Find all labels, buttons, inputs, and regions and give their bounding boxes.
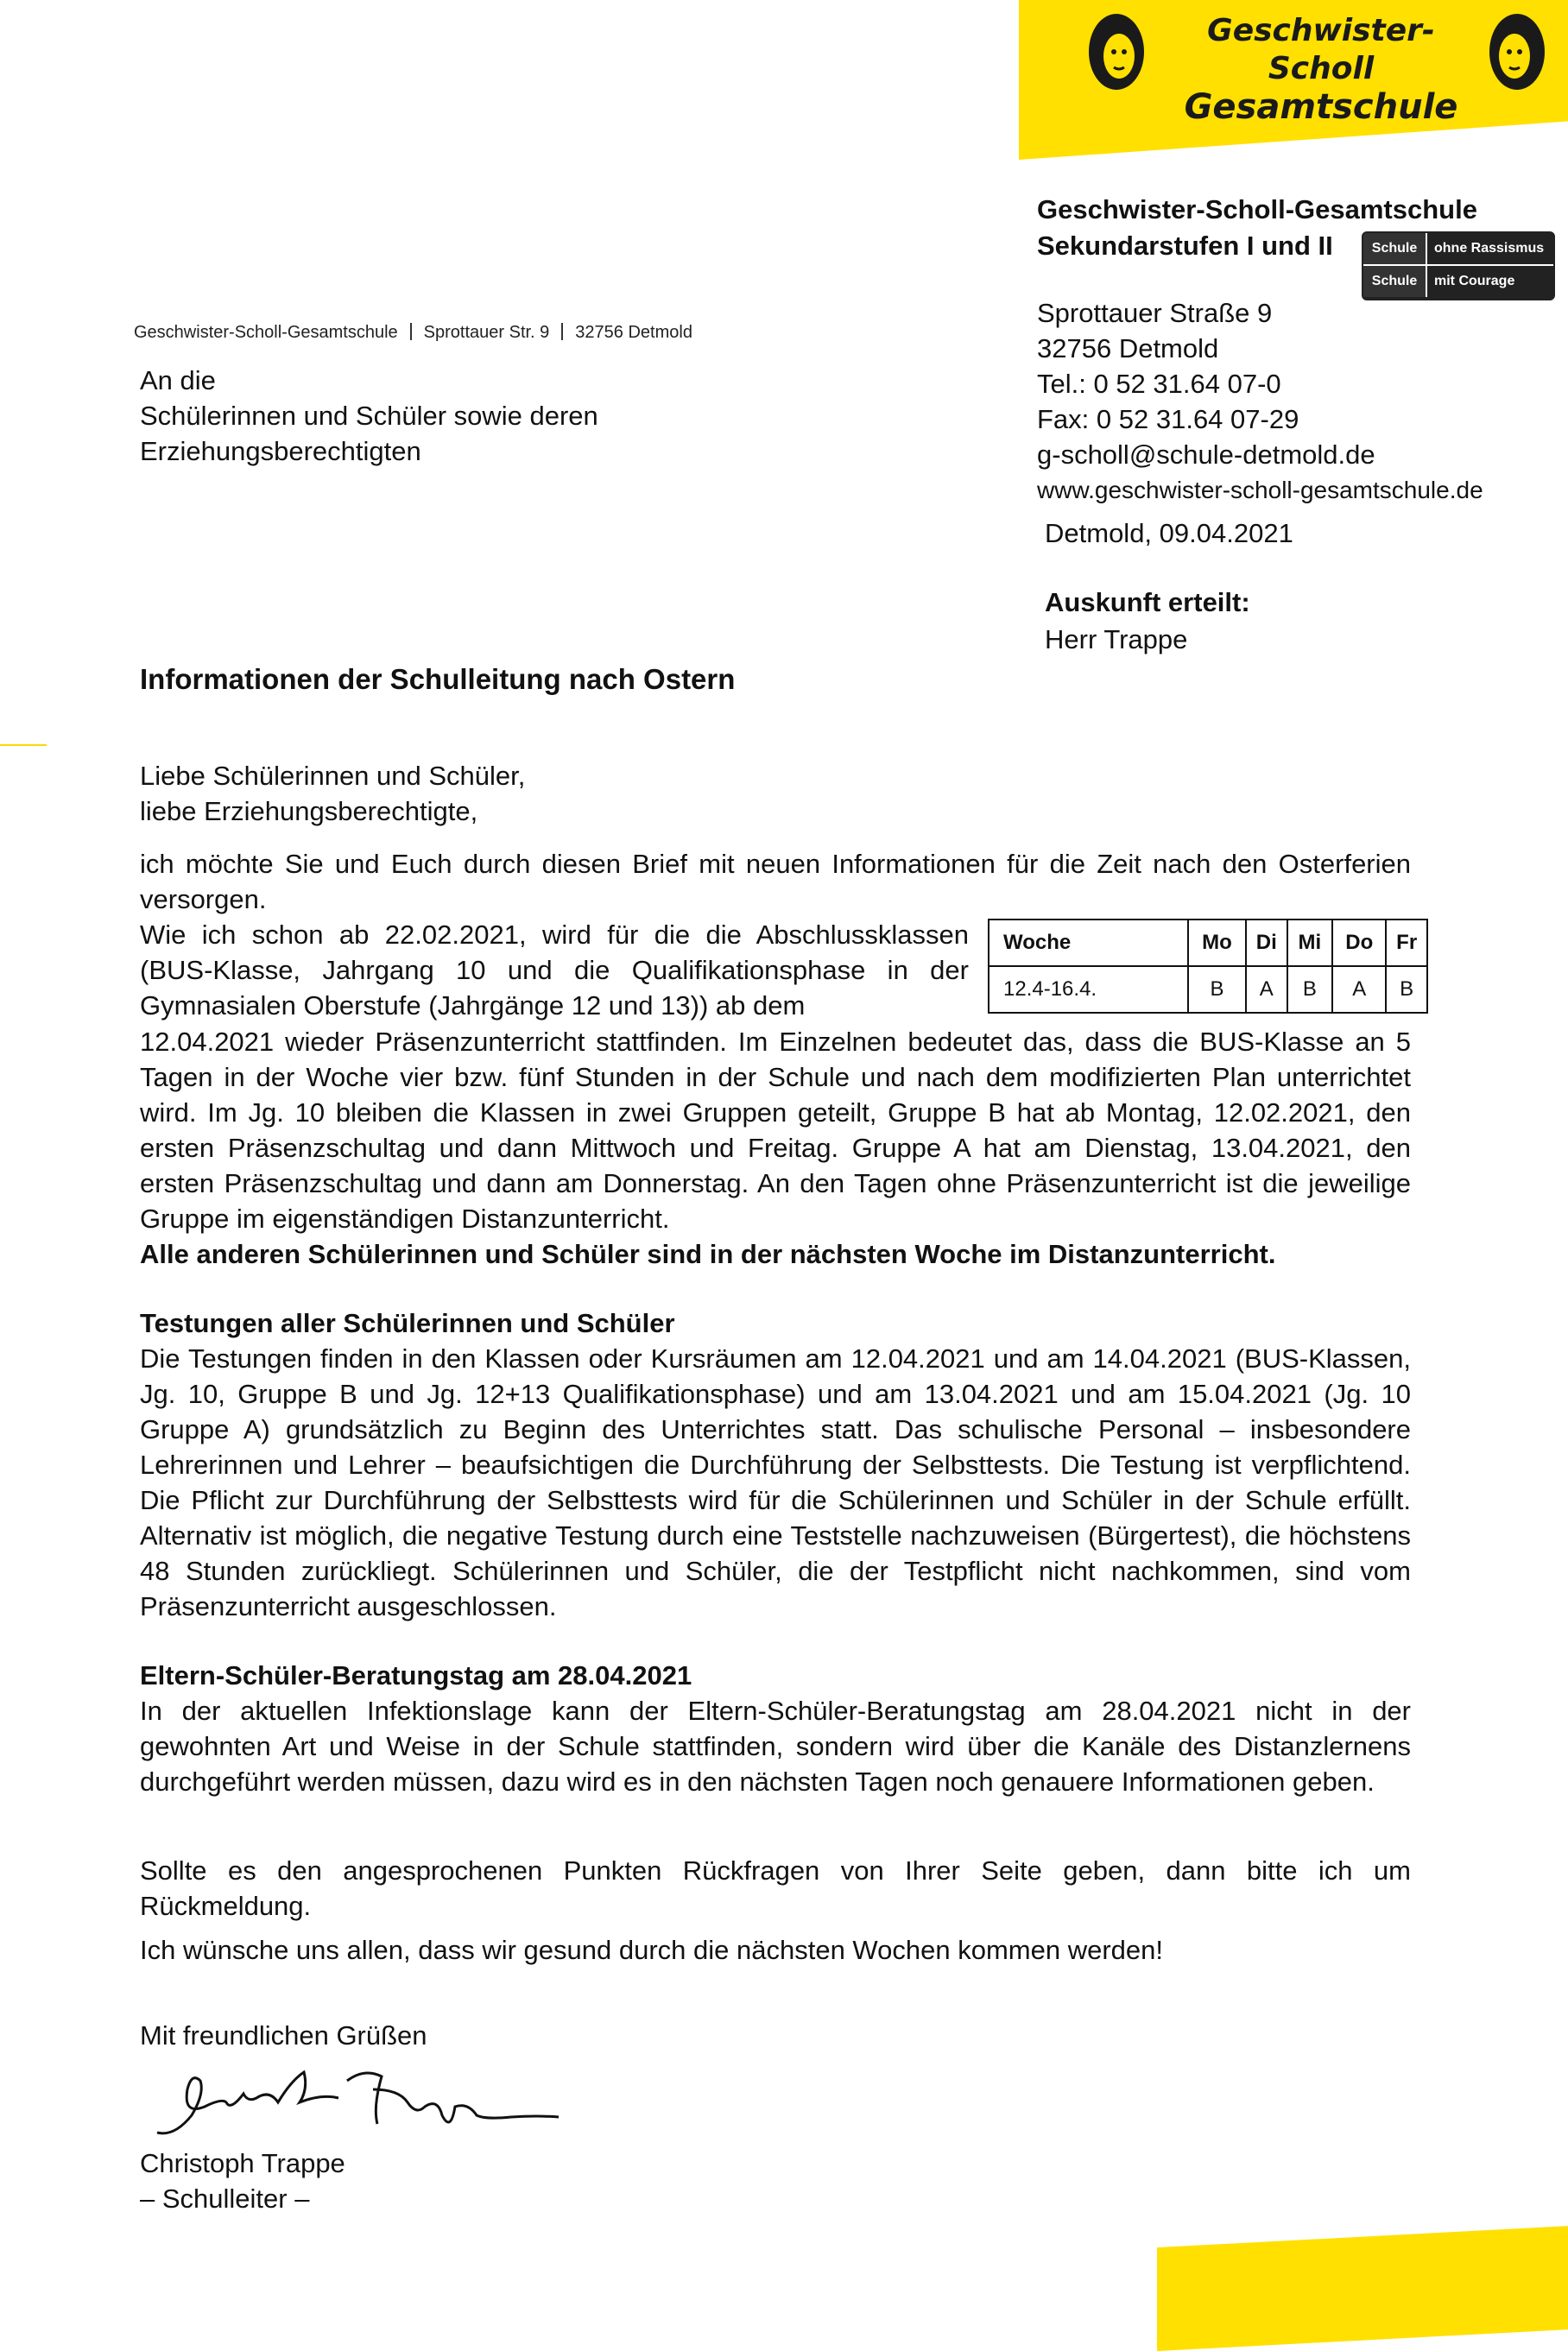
signer-name: Christoph Trappe xyxy=(140,2148,345,2178)
badge-row2-b: mit Courage xyxy=(1434,274,1515,288)
contact-name: Herr Trappe xyxy=(1045,624,1188,654)
address-web: www.geschwister-scholl-gesamtschule.de xyxy=(1037,477,1483,503)
signer-block xyxy=(140,2146,345,2216)
intro-text: ich möchte Sie und Euch durch diesen Brief mit neuen Informationen für die Zeit nach den Osterferien versorgen. xyxy=(140,849,1411,914)
schedule-cell: B xyxy=(1386,966,1427,1013)
questions-paragraph xyxy=(140,1853,1411,1924)
questions-text: Sollte es den angesprochenen Punkten Rückfragen von Ihrer Seite geben, dann bitte ich um Rückmeldung. xyxy=(140,1855,1411,1921)
testing-heading: Testungen aller Schülerinnen und Schüler xyxy=(140,1308,675,1338)
footer-yellow-banner xyxy=(1157,2225,1568,2351)
wish-text: Ich wünsche uns allen, dass wir gesund durch die nächsten Wochen kommen werden! xyxy=(140,1935,1163,1965)
sender-name: Geschwister-Scholl-Gesamtschule xyxy=(134,323,398,342)
recipient-line-1: An die xyxy=(140,365,216,395)
badge-row1-b: ohne Rassismus xyxy=(1434,241,1545,256)
sender-street: Sprottauer Str. 9 xyxy=(423,323,550,342)
schedule-header-cell: Do xyxy=(1332,920,1386,966)
schedule-header-cell: Woche xyxy=(989,920,1188,966)
sender-return-line xyxy=(134,323,692,343)
distance-notice: Alle anderen Schülerinnen und Schüler sind in der nächsten Woche im Distanzunterricht. xyxy=(140,1239,1276,1269)
consultation-section xyxy=(140,1658,1411,1799)
letter-date: Detmold, 09.04.2021 xyxy=(1045,518,1293,548)
letter-subject: Informationen der Schulleitung nach Ostern xyxy=(140,663,736,695)
logo-line-1: Geschwister-Scholl xyxy=(1207,13,1435,86)
schedule-cell: A xyxy=(1246,966,1287,1013)
badge-row1-a: Schule xyxy=(1363,233,1427,264)
schedule-cell: B xyxy=(1287,966,1333,1013)
schedule-cell: 12.4-16.4. xyxy=(989,966,1188,1013)
recipient-line-2: Schülerinnen und Schüler sowie deren xyxy=(140,401,598,431)
courage-badge xyxy=(1362,231,1555,300)
logo-line-2: Gesamtschule xyxy=(1184,87,1458,127)
schedule-header-cell: Mi xyxy=(1287,920,1333,966)
school-subtitle: Sekundarstufen I und II xyxy=(1037,231,1333,261)
schedule-cell: A xyxy=(1332,966,1386,1013)
schedule-header-cell: Mo xyxy=(1188,920,1246,966)
schedule-cell: B xyxy=(1188,966,1246,1013)
schedule-header-cell: Di xyxy=(1246,920,1287,966)
contact-label: Auskunft erteilt: xyxy=(1045,587,1250,617)
continued-paragraph-text: 12.04.2021 wieder Präsenzunterricht stattfinden. Im Einzelnen bedeutet das, dass die BUS-Klasse an 5 Tagen in der Woche vier bzw. fünf Stunden in der Schule und nach dem modifizierten Plan unterrichtet wird. Im Jg. 10 bleiben die Klassen in zwei Gruppen geteilt, Gruppe B hat ab Montag, 12.02.2021, den ersten Präsenzschultag und dann Mittwoch und Freitag. Gruppe A hat am Dienstag, 13.04.2021, den ersten Präsenzschultag und dann am Donnerstag. An den Tagen ohne Präsenzunterricht ist die jeweilige Gruppe im eigenständigen Distanzunterricht. xyxy=(140,1027,1411,1234)
salutation xyxy=(140,758,1411,829)
consultation-heading: Eltern-Schüler-Beratungstag am 28.04.2021 xyxy=(140,1660,692,1691)
portrait-left-icon xyxy=(1086,9,1147,95)
portrait-right-icon xyxy=(1487,9,1547,95)
address-email: g-scholl@schule-detmold.de xyxy=(1037,439,1375,470)
address-tel: Tel.: 0 52 31.64 07-0 xyxy=(1037,369,1281,399)
schedule-header-row xyxy=(989,920,1427,966)
address-street: Sprottauer Straße 9 xyxy=(1037,298,1273,328)
badge-row2-a: Schule xyxy=(1363,266,1427,297)
closing-phrase: Mit freundlichen Grüßen xyxy=(140,2020,427,2051)
school-logo xyxy=(1157,12,1485,126)
testing-text: Die Testungen finden in den Klassen oder Kursräumen am 12.04.2021 und am 14.04.2021 (BUS-Klassen, Jg. 10, Gruppe B und Jg. 12+13 Qualifikationsphase) und am 13.04.2021 und am 15.04.2021 (Jg. 10 Gruppe A) grundsätzlich zu Beginn des Unterrichtes statt. Das schulische Personal – insbesondere Lehrerinnen und Lehrer – beaufsichtigen die Durchführung der Selbsttests. Die Testung ist verpflichtend. Die Pflicht zur Durchführung der Selbsttests wird für die Schülerinnen und Schüler in der Schule erfüllt. Alternativ ist möglich, die negative Testung durch eine Teststelle nachzuweisen (Bürgertest), die höchstens 48 Stunden zurückliegt. Schülerinnen und Schüler, die der Testpflicht nicht nachkommen, sind vom Präsenzunterricht ausgeschlossen. xyxy=(140,1343,1411,1621)
wrapped-paragraph-text: Wie ich schon ab 22.02.2021, wird für die die Abschlussklassen (BUS-Klasse, Jahrgang 10 und die Qualifikationsphase in der Gymnasialen Oberstufe (Jahrgänge 12 und 13)) ab dem xyxy=(140,920,969,1021)
recipient-block xyxy=(140,363,598,469)
salutation-line-2: liebe Erziehungsberechtigte, xyxy=(140,796,478,826)
sender-city: 32756 Detmold xyxy=(575,323,692,342)
salutation-line-1: Liebe Schülerinnen und Schüler, xyxy=(140,761,526,791)
address-city: 32756 Detmold xyxy=(1037,333,1219,363)
address-fax: Fax: 0 52 31.64 07-29 xyxy=(1037,404,1299,434)
wrapped-paragraph xyxy=(140,917,969,1023)
intro-paragraph xyxy=(140,846,1411,917)
school-name: Geschwister-Scholl-Gesamtschule xyxy=(1037,194,1477,224)
sender-separator xyxy=(561,323,563,340)
recipient-line-3: Erziehungsberechtigten xyxy=(140,436,421,466)
signature-image xyxy=(140,2055,563,2150)
schedule-header-cell: Fr xyxy=(1386,920,1427,966)
sender-separator xyxy=(410,323,412,340)
school-address xyxy=(1037,295,1483,508)
signer-role: – Schulleiter – xyxy=(140,2184,310,2214)
continued-paragraph xyxy=(140,1024,1411,1272)
wish-paragraph xyxy=(140,1932,1411,1968)
schedule-table xyxy=(988,919,1428,1014)
testing-section xyxy=(140,1305,1411,1624)
fold-mark xyxy=(0,744,47,746)
consultation-text: In der aktuellen Infektionslage kann der Eltern-Schüler-Beratungstag am 28.04.2021 nicht in der gewohnten Art und Weise in der Schule stattfinden, sondern wird über die Kanäle des Distanzlernens durchgeführt werden müssen, dazu wird es in den nächsten Tagen noch genauere Informationen geben. xyxy=(140,1696,1411,1797)
schedule-row xyxy=(989,966,1427,1013)
